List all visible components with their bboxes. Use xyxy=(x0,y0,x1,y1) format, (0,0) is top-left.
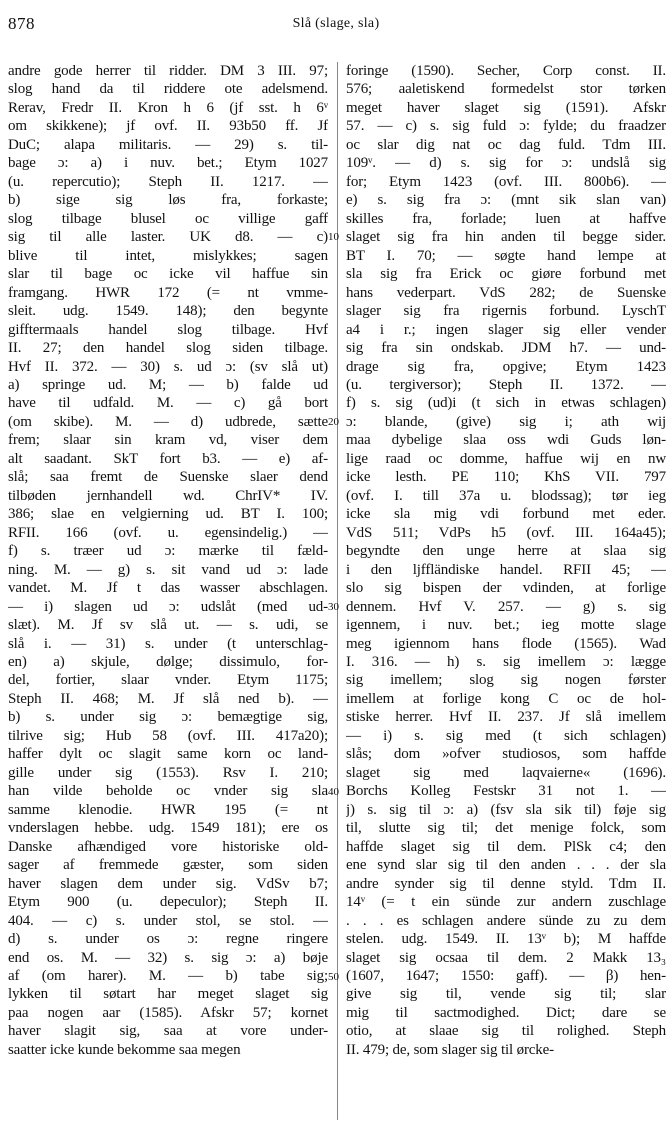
text-line: slar til bage oc icke vil haffue sin xyxy=(8,266,328,283)
text-line: — i) s. sig med (t sich schlagen) xyxy=(346,727,666,744)
text-line: icke sla mig vdi forbund met eder. xyxy=(346,506,666,523)
text-line: vandet. M. Jf t das wasser abschlagen. xyxy=(8,580,328,597)
text-line: bage ɔ: a) i nuv. bet.; Etym 1027 xyxy=(8,155,328,172)
running-head: Slå (slage, sla) xyxy=(292,16,380,31)
text-line: i den ljffländiske handel. RFII 45; — xyxy=(346,561,666,578)
text-line: (1607, 1647; 1550: gaff). — β) hen- xyxy=(346,967,666,984)
text-line: en) a) skjule, dølge; dissimulo, for- xyxy=(8,654,328,670)
text-line: oc slar dig nat oc dag fuld. Tdm III. xyxy=(346,136,666,153)
text-line: slå; saa fremt de Suenske slaer dend xyxy=(8,469,328,486)
text-line: (ovf. I. till 37a u. blodssag); tør ieg xyxy=(346,487,666,504)
line-number-marker: 20 xyxy=(328,416,339,429)
text-line: I. 316. — h) s. sig imellem ɔ: lægge xyxy=(346,654,666,670)
text-line: slaget sig ocsaa til dem. 2 Makk 13₃ xyxy=(346,949,666,966)
page-number: 878 xyxy=(8,14,35,33)
text-line: hans vederpart. VdS 282; de Suenske xyxy=(346,284,666,301)
text-line: haver slagen dem under sig. VdSv b7; xyxy=(8,875,328,892)
text-line: meget haver slaget sig (1591). Afskr xyxy=(346,99,666,116)
text-line: dennem. Hvf V. 257. — g) s. sig xyxy=(346,598,666,615)
line-number-marker: 30 xyxy=(328,600,339,613)
text-line: 576; aaletiskend formedelst stor tørken xyxy=(346,81,666,98)
text-line: skilles fra, forlade; luen at haffve xyxy=(346,210,666,227)
text-line: igennem, i nuv. bet.; ieg motte slage xyxy=(346,617,666,634)
text-line: lykken til søtart har meget slaget sig xyxy=(8,986,328,1003)
text-line: haver slagit sig, saa at vore under- xyxy=(8,1023,328,1040)
text-line: j) s. sig til ɔ: a) (fsv sla sik til) føje sig xyxy=(346,801,666,818)
text-line: imellem at forlige kong C oc de hol- xyxy=(346,690,666,707)
text-line: sager af fremmede gæster, som siden xyxy=(8,857,328,874)
text-line: BT I. 70; — søgte hand lempe at xyxy=(346,247,666,264)
text-line: del, fortier, slaar vnder. Etym 1175; xyxy=(8,672,328,689)
text-line: frem; slaar sin kram vd, viser dem xyxy=(8,432,328,449)
column-divider xyxy=(337,62,338,1120)
text-line: 57. — c) s. sig fuld ɔ: fylde; du fraadzer xyxy=(346,118,666,135)
text-line: 404. — c) s. under stol, se stol. — xyxy=(8,912,328,929)
text-line: slås; dom »ofver studiosos, som haffde xyxy=(346,746,666,763)
text-line: sla sig fra Erick oc giøre forbund met xyxy=(346,266,666,283)
text-line: . . . es schlagen andere sünde zu zu dem xyxy=(346,912,666,929)
text-line: alt saadant. SkT fort b3. — e) af- xyxy=(8,450,328,467)
text-line: meg igiennom hans flode (1565). Wad xyxy=(346,635,666,652)
text-line: sig fra sin ondskab. JDM h7. — und- xyxy=(346,340,666,357)
text-line: 109ᵛ. — d) s. sig for ɔ: undslå sig xyxy=(346,155,666,172)
text-line: slaget sig fra hin anden til begge sider. xyxy=(346,229,666,246)
text-line: RFII. 166 (ovf. u. egensindelig.) — xyxy=(8,524,328,541)
text-line: haffde slaget sig til dem. PlSk c4; den xyxy=(346,838,666,855)
text-line: (om skibe). M. — d) udbrede, sætte xyxy=(8,413,328,430)
text-line: slog hand da til riddere ote adelsmend. xyxy=(8,81,328,98)
text-line: slæt). M. Jf sv slå ut. — s. udi, se xyxy=(8,617,328,634)
page-header xyxy=(0,14,672,38)
text-line: tilrive sig; Hub 58 (ovf. III. 417a20); xyxy=(8,727,328,744)
text-line: gifftermaals handel slog tilbage. Hvf xyxy=(8,321,328,338)
text-line: han vilde beholde oc vnder sig sla xyxy=(8,783,328,800)
text-line: b) s. under sig ɔ: bemægtige sig, xyxy=(8,709,328,726)
text-line: tilbøden jernhandell wd. ChrIV* IV. xyxy=(8,487,328,504)
text-line: end os. M. — 32) s. sig ɔ: a) bøje xyxy=(8,949,328,966)
text-line: slager sig fra rigernis forbund. LyschT xyxy=(346,303,666,320)
text-line: a4 i r.; ingen slager sig eller vender xyxy=(346,321,666,338)
text-line: samme klenodie. HWR 195 (= nt xyxy=(8,801,328,818)
text-line: ene synd slar sig til den anden . . . der sla xyxy=(346,857,666,874)
text-line: ɔ: blande, (give) sig i; ath wij xyxy=(346,413,666,430)
text-line: f) s. træer ud ɔ: mærke til fæld- xyxy=(8,543,328,560)
text-line: haffer dylt oc slagit same korn oc land- xyxy=(8,746,328,763)
text-line: give sig til, vende sig til; slar xyxy=(346,986,666,1003)
text-line: framgang. HWR 172 (= nt vmme- xyxy=(8,284,328,301)
text-line: slå i. — 31) s. under (t unterschlag- xyxy=(8,635,328,652)
text-line: stelen. udg. 1549. II. 13ᵛ b); M haffde xyxy=(346,931,666,948)
text-line: slog tilbage blusel oc villige gaff xyxy=(8,210,328,227)
text-line: slo sig bispen der vdinden, at forlige xyxy=(346,580,666,597)
text-line: Rerav, Fredr II. Kron h 6 (jf sst. h 6ᵛ xyxy=(8,99,328,116)
text-line: gille under sig (1553). Rsv I. 210; xyxy=(8,764,328,781)
line-number-marker: 50 xyxy=(328,970,339,983)
text-line: til, slutte sig til; det menige folck, som xyxy=(346,820,666,837)
text-line: have til udfald. M. — c) gå bort xyxy=(8,395,328,412)
text-line: af (om harer). M. — b) tabe sig; xyxy=(8,967,328,984)
text-line: for; Etym 1423 (ovf. III. 800b6). — xyxy=(346,173,666,190)
text-line: paa nogen aar (1585). Afskr 57; kornet xyxy=(8,1004,328,1021)
text-line: slaget sig med laqvaierne« (1696). xyxy=(346,764,666,781)
text-line: blive til intet, mislykkes; sagen xyxy=(8,247,328,264)
text-line: (u. repercutio); Steph II. 1217. — xyxy=(8,173,328,190)
text-line: a) springe ud. M; — b) falde ud xyxy=(8,376,328,393)
right-column xyxy=(346,62,666,1059)
text-line: Hvf II. 372. — 30) s. ud ɔ: (sv slå ut) xyxy=(8,358,328,375)
text-line: vnderslagen hebbe. udg. 1549 181); ere os xyxy=(8,820,328,837)
text-line: sig til alle laster. UK d8. — c) xyxy=(8,229,328,246)
text-line: sig imellem; slog sig nogen førster xyxy=(346,672,666,689)
text-line: om skikkene); jf ovf. II. 93b50 ff. Jf xyxy=(8,118,328,135)
left-column xyxy=(8,62,328,1059)
text-line: II. 479; de, som slager sig til ørcke- xyxy=(346,1041,554,1058)
text-line: maa dybelige slaa oss wdi Guds løn- xyxy=(346,432,666,449)
text-line: saatter icke kunde bekomme saa megen xyxy=(8,1041,241,1058)
text-line: begyndte den unge herre at slaa sig xyxy=(346,543,666,560)
text-line: stiske herrer. Hvf II. 237. Jf slå imellem xyxy=(346,709,666,726)
text-line: andre gode herrer til ridder. DM 3 III. 97; xyxy=(8,63,328,79)
line-number-marker: 10 xyxy=(328,231,339,244)
text-line: (u. tergiversor); Steph II. 1372. — xyxy=(346,376,666,393)
line-number-marker: 40 xyxy=(328,785,339,798)
text-line: — i) slagen ud ɔ: udslåt (med ud- xyxy=(8,598,328,615)
text-line: b) sige sig løs fra, forkaste; xyxy=(8,192,328,209)
text-line: II. 27; den handel slog siden tilbage. xyxy=(8,340,328,357)
text-line: lige raad oc domme, haffue wij en nw xyxy=(346,450,666,467)
text-line: ning. M. — g) s. sit vand ud ɔ: lade xyxy=(8,561,328,578)
text-line: Steph II. 468; M. Jf slå ned b). — xyxy=(8,690,328,707)
text-line: 14ᵛ (= t ein sünde zur andern zuschlage xyxy=(346,894,666,911)
text-line: icke lesth. PE 110; KhS VII. 797 xyxy=(346,469,666,486)
text-line: d) s. under os ɔ: regne ringere xyxy=(8,931,328,948)
text-line: Borchs Kolleg Festskr 31 not 1. — xyxy=(346,783,666,800)
text-line: Danske afhændiged vore historiske old- xyxy=(8,838,328,855)
text-line: andre synder sig til denne styld. Tdm II. xyxy=(346,875,666,892)
text-line: 386; slae en velgierning ud. BT I. 100; xyxy=(8,506,328,523)
text-line: otio, at slaae sig til rolighed. Steph xyxy=(346,1023,666,1040)
text-line: Etym 900 (u. depeculor); Steph II. xyxy=(8,894,328,911)
text-line: mig til sactmodighed. Dict; dare se xyxy=(346,1004,666,1021)
text-line: drage sig fra, opgive; Etym 1423 xyxy=(346,358,666,375)
text-line: e) s. sig fra ɔ: (mnt sik slan van) xyxy=(346,192,666,209)
text-line: sleit. udg. 1549. 148); den begynte xyxy=(8,303,328,320)
text-line: DuC; alapa militaris. — 29) s. til- xyxy=(8,136,328,153)
text-line: VdS 511; VdPs h5 (ovf. III. 164a45); xyxy=(346,524,666,541)
text-line: foringe (1590). Secher, Corp const. II. xyxy=(346,63,666,79)
text-line: f) s. sig (ud)i (t sich in etwas schlagen) xyxy=(346,395,666,412)
